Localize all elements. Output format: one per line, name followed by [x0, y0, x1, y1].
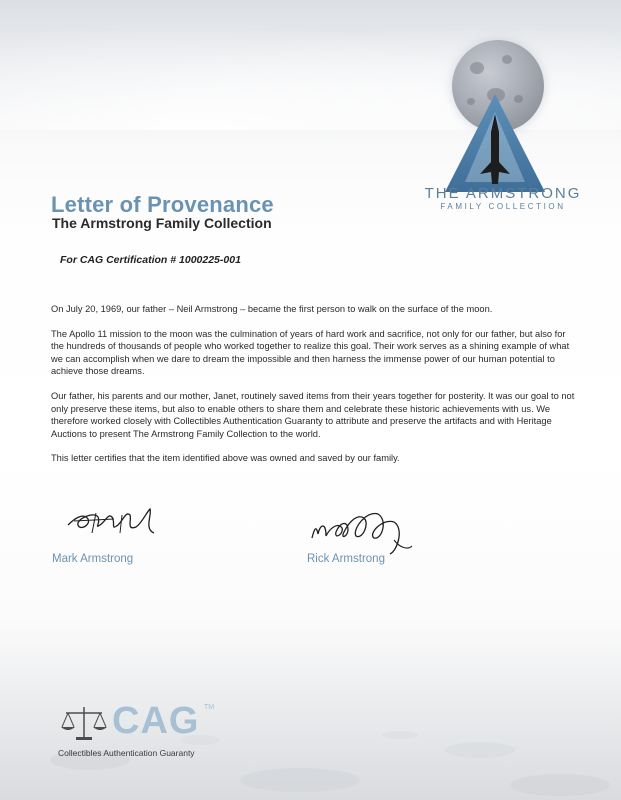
logo-title: THE ARMSTRONG [424, 185, 582, 202]
cag-trademark: TM [204, 704, 215, 711]
paragraph: Our father, his parents and our mother, Janet, routinely saved items from their years together for posterity. It was our goal to not only preserve these items, but also to enable others to share them and celebrate these historic achievements with us. We therefore worked closely with Collectibles Authentication Guaranty to attribute and preserve the artifacts and with Heritage Auctions to present The Armstrong Family Collection to the world. [51, 390, 575, 439]
signature-name-rick: Rick Armstrong [307, 553, 385, 565]
paragraph: On July 20, 1969, our father – Neil Armstrong – became the first person to walk on the surface of the moon. [51, 304, 493, 314]
logo-subtitle: FAMILY COLLECTION [440, 202, 566, 211]
signature-mark [66, 503, 166, 539]
scales-of-justice-icon [58, 703, 110, 745]
page-subtitle: The Armstrong Family Collection [52, 215, 272, 231]
letter-body [51, 303, 581, 477]
paragraph: This letter certifies that the item identified above was owned and saved by our family. [51, 453, 400, 464]
cag-brand: CAG [112, 700, 200, 742]
signature-name-mark: Mark Armstrong [52, 553, 134, 565]
page-title: Letter of Provenance [51, 192, 274, 217]
paragraph: The Apollo 11 mission to the moon was the culmination of years of hard work and sacrifice, not only for our father, but also for the hundreds of thousands of people who worked together to realize this goal. Their work serves as a shining example of what we can accomplish when we dare to dream the impossible and then harness the immense power of our human potential to achieve those dreams. [51, 328, 570, 377]
certification-number: For CAG Certification # 1000225-001 [60, 254, 241, 266]
cag-tagline: Collectibles Authentication Guaranty [58, 748, 195, 758]
